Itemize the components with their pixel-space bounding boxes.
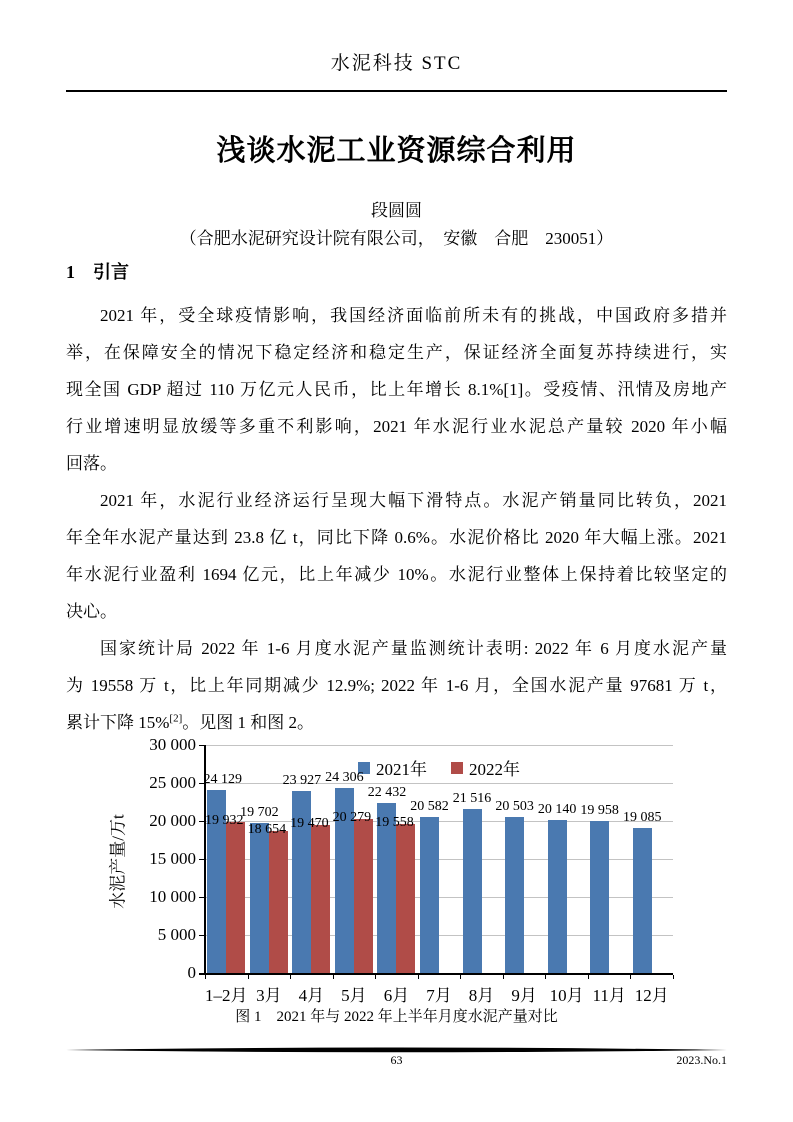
x-tick-2 — [290, 975, 291, 979]
y-axis-label-10000: 10 000 — [149, 887, 196, 906]
x-axis-label-3月: 3月 — [256, 986, 282, 1005]
x-axis-label-10月: 10月 — [549, 986, 584, 1005]
legend-swatch-icon — [451, 762, 463, 774]
bar-2022-3月 — [269, 831, 288, 973]
body-text — [66, 297, 727, 741]
x-axis — [199, 973, 673, 975]
x-axis-label-7月: 7月 — [426, 986, 452, 1005]
x-axis-label-9月: 9月 — [511, 986, 537, 1005]
x-tick-3 — [333, 975, 334, 979]
author-name: 段圆圆 — [371, 201, 422, 220]
bar-2022-4月 — [311, 825, 330, 973]
data-label-2021-5月: 24 306 — [325, 770, 364, 786]
bar-2021-12月 — [633, 828, 652, 973]
data-label-2022-4月: 19 470 — [290, 816, 329, 832]
x-tick-1 — [248, 975, 249, 979]
x-axis-label-8月: 8月 — [468, 986, 495, 1005]
x-tick-0 — [205, 975, 206, 979]
x-tick-4 — [375, 975, 376, 979]
page-footer — [66, 1053, 727, 1073]
bar-2022-6月 — [396, 824, 415, 973]
x-axis-label-11月: 11月 — [592, 986, 626, 1005]
gridline-30000 — [205, 745, 673, 746]
x-axis-label-12月: 12月 — [634, 986, 669, 1005]
bar-2021-8月 — [463, 809, 482, 973]
paragraph-2-line-3: 年水泥行业盈利 1694 亿元，比上年减少 10%。水泥行业整体上保持着比较坚定的 — [66, 565, 727, 584]
data-label-2021-12月: 19 085 — [622, 809, 662, 825]
bar-2021-11月 — [590, 821, 609, 973]
paragraph-3-line-3: 累计下降 15%[2]。见图 1 和图 2。 — [66, 712, 314, 732]
y-axis-title: 水泥产量/万t — [108, 814, 128, 909]
paragraph-1-line-2: 举，在保障安全的情况下稳定经济和稳定生产，保证经济全面复苏持续进行，实 — [66, 343, 727, 362]
data-label-2021-10月: 20 140 — [537, 801, 577, 817]
x-tick-8 — [545, 975, 546, 979]
data-label-2021-9月: 20 503 — [495, 799, 534, 815]
bar-chart-cement-output — [66, 737, 727, 1003]
paragraph-1-line-1: 2021 年，受全球疫情影响，我国经济面临前所未有的挑战，中国政府多措并 — [100, 306, 727, 325]
paragraph-3-line-1: 国家统计局 2022 年 1-6 月度水泥产量监测统计表明: 2022 年 6 月度水泥产量 — [100, 639, 727, 658]
article-title: 浅谈水泥工业资源综合利用 — [216, 135, 577, 167]
issue-label: 2023.No.1 — [676, 1053, 727, 1067]
data-label-2022-1–2月: 19 932 — [205, 812, 244, 828]
paragraph-2-line-2: 年全年水泥产量达到 23.8 亿 t，同比下降 0.6%。水泥价格比 2020 年大幅上涨。2021 — [66, 528, 727, 547]
y-axis-label-5000: 5 000 — [157, 925, 196, 944]
data-label-2021-4月: 23 927 — [282, 773, 322, 789]
y-axis-label-25000: 25 000 — [149, 773, 196, 792]
bar-2021-9月 — [505, 817, 524, 973]
bar-2021-10月 — [548, 820, 567, 973]
y-axis-label-30000: 30 000 — [149, 735, 196, 754]
x-tick-11 — [673, 975, 674, 979]
data-label-2021-3月: 19 702 — [240, 805, 279, 821]
data-label-2022-5月: 20 279 — [332, 809, 372, 825]
bar-2022-1–2月 — [226, 822, 245, 973]
x-tick-10 — [630, 975, 631, 979]
x-axis-label-4月: 4月 — [298, 986, 325, 1005]
y-axis-label-20000: 20 000 — [149, 811, 196, 830]
page-number: 63 — [390, 1053, 403, 1067]
gridline-25000 — [205, 783, 673, 784]
data-label-2021-8月: 21 516 — [452, 791, 492, 807]
paragraph-3-line-2: 为 19558 万 t，比上年同期减少 12.9%; 2022 年 1-6 月，全国水泥产量 97681 万 t， — [66, 676, 727, 695]
paragraph-1-line-3: 现全国 GDP 超过 110 万亿元人民币，比上年增长 8.1%[1]。受疫情、汛情及房地产 — [66, 380, 727, 399]
author-affiliation: （合肥水泥研究设计院有限公司， 安徽 合肥 230051） — [179, 229, 614, 248]
x-axis-label-1–2月: 1–2月 — [205, 986, 248, 1005]
x-tick-9 — [588, 975, 589, 979]
paragraph-1-line-4: 行业增速明显放缓等多重不利影响，2021 年水泥行业水泥总产量较 2020 年小幅 — [66, 417, 727, 436]
data-label-2021-6月: 22 432 — [367, 784, 407, 800]
figure-caption: 图 1 2021 年与 2022 年上半年月度水泥产量对比 — [235, 1009, 558, 1025]
legend-item-2021年 — [358, 755, 427, 780]
bar-2021-7月 — [420, 817, 439, 973]
x-tick-6 — [460, 975, 461, 979]
x-axis-label-5月: 5月 — [341, 986, 367, 1005]
chart-legend — [205, 755, 673, 780]
header-rule — [66, 90, 727, 92]
legend-item-2022年 — [451, 755, 520, 780]
journal-name: 水泥科技 STC — [330, 53, 463, 74]
data-label-2022-6月: 19 558 — [375, 815, 414, 831]
data-label-2021-7月: 20 582 — [410, 798, 449, 814]
legend-label: 2022年 — [469, 760, 520, 779]
data-label-2021-1–2月: 24 129 — [203, 771, 243, 787]
paragraph-2-line-1: 2021 年，水泥行业经济运行呈现大幅下滑特点。水泥产销量同比转负，2021 — [100, 491, 727, 510]
data-label-2021-11月: 19 958 — [580, 803, 619, 819]
x-axis-label-6月: 6月 — [383, 986, 410, 1005]
x-tick-5 — [418, 975, 419, 979]
section-heading-introduction: 1 引言 — [66, 262, 129, 282]
x-tick-7 — [503, 975, 504, 979]
paragraph-1-line-5: 回落。 — [66, 454, 117, 473]
y-axis-label-0: 0 — [187, 963, 196, 982]
y-axis-label-15000: 15 000 — [149, 849, 196, 868]
paragraph-2-line-4: 决心。 — [66, 602, 117, 621]
legend-label: 2021年 — [376, 760, 427, 779]
bar-2021-3月 — [250, 823, 269, 973]
data-label-2022-3月: 18 654 — [247, 822, 287, 838]
figure-1 — [66, 737, 727, 1003]
bar-2022-5月 — [354, 819, 373, 973]
